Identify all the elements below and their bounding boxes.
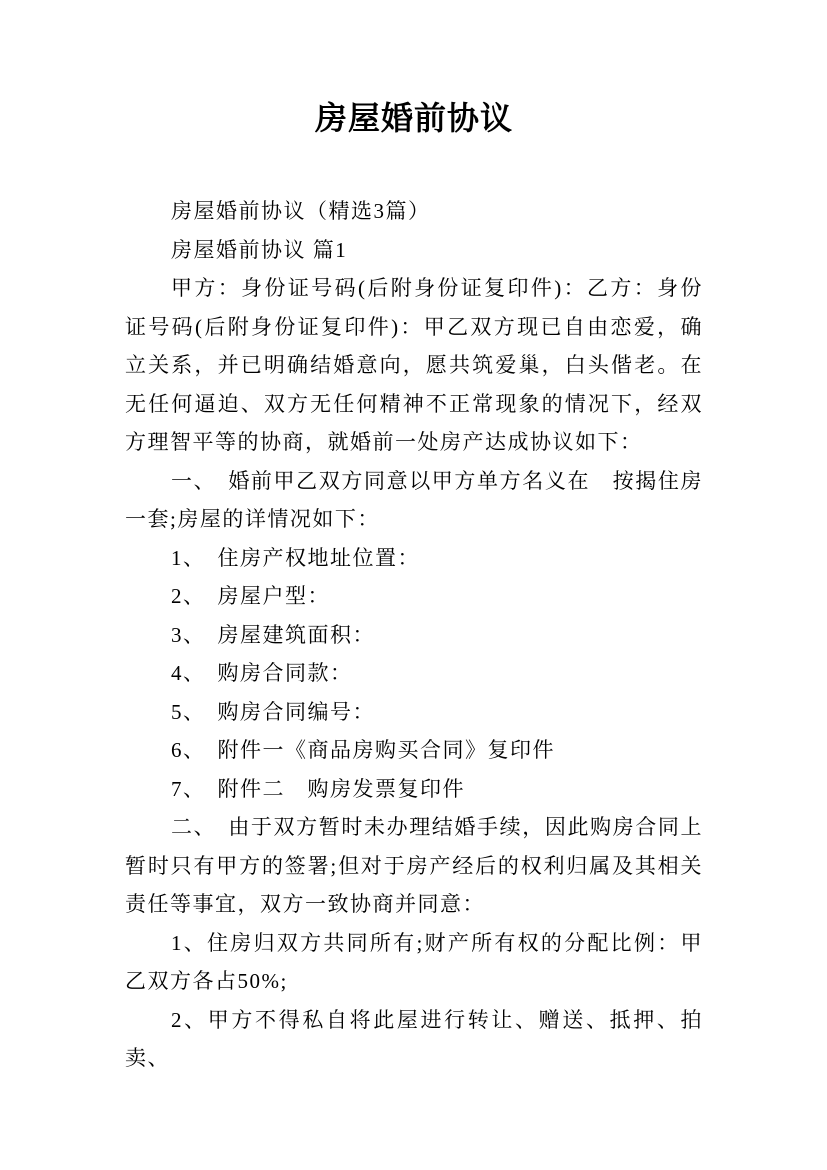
paragraph-intro-selection: 房屋婚前协议（精选3篇）	[171, 199, 431, 223]
paragraph-item-7: 7、 附件二 购房发票复印件	[171, 776, 465, 801]
document-content	[125, 98, 703, 1078]
paragraph-item-2: 2、 房屋户型：	[171, 584, 330, 608]
paragraph-item-6: 6、 附件一《商品房购买合同》复印件	[171, 738, 555, 762]
document-title: 房屋婚前协议	[314, 100, 513, 136]
paragraph-clause-one: 一、 婚前甲乙双方同意以甲方单方名义在 按揭住房一套;房屋的详情况如下：	[125, 468, 703, 531]
paragraph-item-5: 5、 购房合同编号：	[171, 699, 375, 724]
paragraph-part-heading: 房屋婚前协议 篇1	[171, 237, 348, 262]
paragraph-clause-two-item-1: 1、住房归双方共同所有;财产所有权的分配比例：甲乙双方各占50%;	[125, 930, 703, 993]
document-body	[125, 192, 703, 1078]
paragraph-clause-two: 二、 由于双方暂时未办理结婚手续，因此购房合同上暂时只有甲方的签署;但对于房产经后的权利归属及其相关责任等事宜，双方一致协商并同意：	[125, 815, 703, 916]
paragraph-item-3: 3、 房屋建筑面积：	[171, 622, 375, 647]
paragraph-item-4: 4、 购房合同款：	[171, 661, 353, 685]
paragraph-clause-two-item-2: 2、甲方不得私自将此屋进行转让、赠送、抵押、拍卖、	[125, 1007, 703, 1070]
paragraph-item-1: 1、 住房产权地址位置：	[171, 545, 420, 570]
paragraph-parties: 甲方：身份证号码(后附身份证复印件)：乙方：身份证号码(后附身份证复印件)：甲乙双方现已自由恋爱，确立关系，并已明确结婚意向，愿共筑爱巢，白头偕老。在无任何逼迫、双方无任何精神不正常现象的情况下，经双方理智平等的协商，就婚前一处房产达成协议如下：	[125, 276, 703, 454]
